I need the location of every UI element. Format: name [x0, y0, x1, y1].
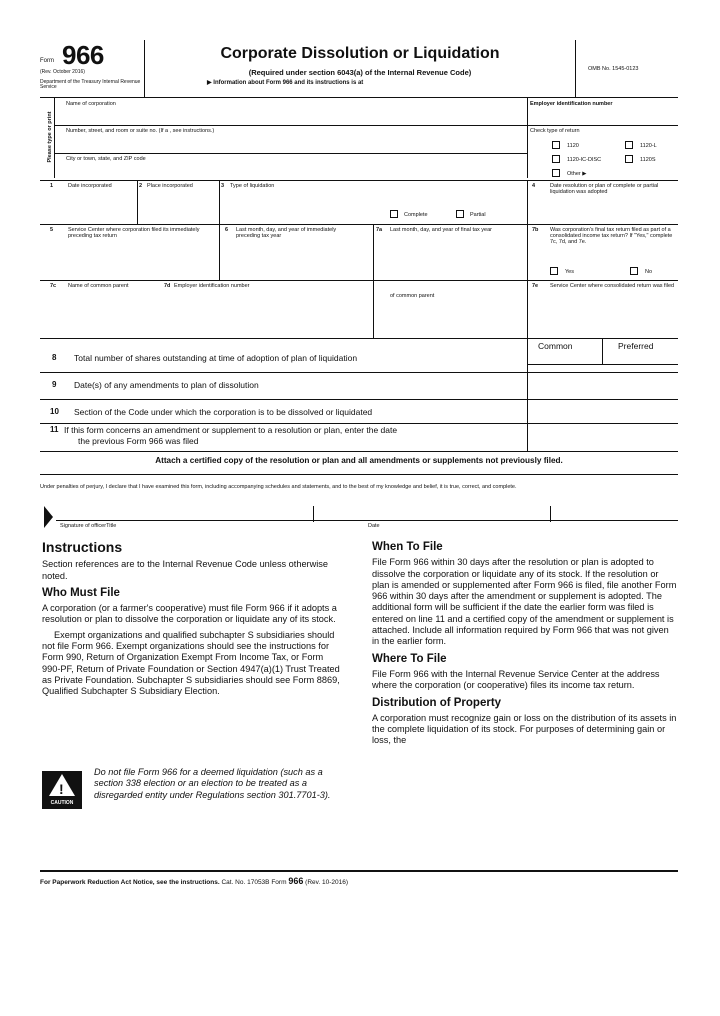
- no-label: No: [645, 269, 653, 275]
- return-type-other: Other ▶: [567, 171, 587, 177]
- line-4-number: 4: [532, 183, 536, 189]
- line-6-label: Last month, day, and year of immediately preceding tax year: [236, 227, 337, 239]
- place-incorporated-field[interactable]: [139, 190, 217, 222]
- line-5-number: 5: [50, 227, 54, 233]
- line-5-label: Service Center where corporation filed its immediately preceding tax return: [68, 227, 200, 239]
- instructions-intro: Section references are to the Internal Revenue Code unless otherwise noted.: [42, 559, 329, 581]
- checkbox-partial[interactable]: [456, 210, 464, 218]
- who-must-file-p2: Exempt organizations and qualified subchapter S subsidiaries should not file Form 966. Exempt organizations should see the instructions for Form 990, Return of Organization Exempt From Income Tax, or Form 990-PF, Return of Private Foundation or Section 4947(a)(1) Trust Treated as Private Foundation. Subchapter S subsidiaries should see Form 8869, Qualified Subchapter S Subsidiary Election.: [42, 629, 340, 697]
- title-field[interactable]: [314, 506, 364, 520]
- caution-icon: ! CAUTION: [42, 771, 82, 809]
- line-1-label: Date incorporated: [68, 183, 112, 189]
- line-11-label-b: the previous Form 966 was filed: [78, 436, 199, 446]
- form-revision: (Rev. October 2016): [40, 69, 85, 75]
- line-3-number: 3: [221, 183, 225, 189]
- instructions-heading: Instructions: [42, 539, 123, 555]
- line-3-label: Type of liquidation: [230, 183, 275, 189]
- checkbox-1120-l[interactable]: [625, 141, 633, 149]
- caution-text: Do not file Form 966 for a deemed liquidation (such as a section 338 election or an election to be treated as a disregarded entity under Regulations section 301.7701-3).: [94, 767, 331, 800]
- line-11-number: 11: [50, 425, 59, 434]
- who-must-file-p1: A corporation (or a farmer's cooperative) must file Form 966 if it adopts a resolution or plan to dissolve the corporation or liquidate any of its stock.: [42, 603, 337, 625]
- common-parent-name-field[interactable]: [62, 291, 370, 336]
- line-2-label: Place incorporated: [147, 183, 193, 189]
- line-7c-label: Name of common parent: [68, 283, 129, 289]
- line-7c-number: 7c: [50, 283, 57, 289]
- print-type-label: Please type or print: [47, 111, 53, 163]
- attach-instruction: Attach a certified copy of the resolution or plan and all amendments or supplements not previously filed.: [155, 456, 563, 465]
- check-type-label: Check type of return: [530, 128, 580, 134]
- line-2-number: 2: [139, 183, 143, 189]
- checkbox-1120s[interactable]: [625, 155, 633, 163]
- line-7e-number: 7e: [532, 283, 539, 289]
- signature-label: Signature of officerTitle: [60, 523, 117, 529]
- code-section-field[interactable]: [529, 400, 676, 422]
- perjury-statement: Under penalties of perjury, I declare that I have examined this form, including accompanying schedules and statements, and to the best of my knowledge and belief, it is true, correct, and complete.: [40, 484, 517, 490]
- distribution-text: A corporation must recognize gain or loss on the distribution of its assets in the complete liquidation of its stock. For purposes of determining gain or loss, the: [372, 712, 677, 746]
- where-to-file-heading: Where To File: [372, 652, 447, 665]
- complete-label: Complete: [404, 212, 428, 218]
- amendment-dates-field[interactable]: [529, 373, 676, 397]
- line-6-number: 6: [225, 227, 229, 233]
- line-10-label: Section of the Code under which the corporation is to be dissolved or liquidated: [74, 407, 373, 417]
- checkbox-other[interactable]: [552, 169, 560, 177]
- preferred-header: Preferred: [618, 341, 654, 351]
- name-field[interactable]: [56, 108, 526, 124]
- consolidated-service-center-field[interactable]: [530, 298, 676, 336]
- return-type-1120-l: 1120-L: [640, 143, 657, 149]
- form-info: ▶ Information about Form 966 and its instructions is at: [207, 80, 364, 86]
- return-type-1120s: 1120S: [640, 157, 656, 163]
- line-7e-label: Service Center where consolidated return was filed: [550, 283, 675, 289]
- form-title: Corporate Dissolution or Liquidation: [220, 45, 500, 62]
- line-9-label: Date(s) of any amendments to plan of dissolution: [74, 380, 259, 390]
- line-7a-number: 7a: [376, 227, 383, 233]
- title-label: Title: [106, 523, 117, 529]
- final-tax-year-field[interactable]: [375, 243, 525, 278]
- line-1-number: 1: [50, 183, 54, 189]
- line-8-number: 8: [52, 353, 57, 362]
- preceding-tax-year-field[interactable]: [221, 243, 371, 278]
- footer-revision: (Rev. 10-2016): [305, 879, 349, 886]
- form-footer: [40, 876, 348, 886]
- when-to-file-heading: When To File: [372, 541, 443, 553]
- date-label: Date: [368, 523, 380, 529]
- omb-number: OMB No. 1545-0123: [588, 66, 639, 72]
- checkbox-yes[interactable]: [550, 267, 558, 275]
- line-8-label: Total number of shares outstanding at time of adoption of plan of liquidation: [74, 353, 358, 363]
- date-incorporated-field[interactable]: [62, 190, 136, 222]
- partial-label: Partial: [470, 212, 486, 218]
- name-label: Name of corporation: [66, 101, 116, 107]
- when-to-file-text: File Form 966 within 30 days after the resolution or plan is adopted to dissolve the corporation or liquidate any of its stock. If the resolution or plan is amended or supplemented after Form 966 is filed, file another Form 966 within 30 days after the amendment or supplement is adopted. The additional form will be sufficient if the date the earlier form was filed is entered on line 11 and a certified copy of the amendment or supplement is attached. Include all information required by Form 966 that was not given in the earlier form.: [372, 557, 677, 647]
- line-7d-label-b: of common parent: [390, 293, 435, 299]
- line-7b-label: Was corporation's final tax return filed as part of a consolidated income tax return? If "Yes," complete 7c, 7d, and 7e.: [550, 227, 673, 245]
- instructions-right-column: [372, 542, 678, 751]
- return-type-1120: 1120: [567, 143, 579, 149]
- checkbox-1120[interactable]: [552, 141, 560, 149]
- date-plan-adopted-field[interactable]: [530, 198, 676, 222]
- footer-form-word: Form: [271, 879, 287, 886]
- catalog-number: Cat. No. 17053B: [221, 879, 270, 886]
- date-field[interactable]: [366, 506, 546, 520]
- checkbox-1120-ic-disc[interactable]: [552, 155, 560, 163]
- where-to-file-text: File Form 966 with the Internal Revenue Service Center at the address where the corporation (or cooperative) files its income tax return.: [372, 668, 660, 691]
- previous-form-date-field[interactable]: [529, 424, 676, 449]
- sign-here-arrow-icon: [44, 506, 53, 528]
- line-7a-label: Last month, day, and year of final tax year: [390, 227, 493, 233]
- form-word: Form: [40, 58, 54, 64]
- address-field[interactable]: [56, 135, 526, 153]
- line-10-number: 10: [50, 407, 59, 416]
- form-body: [40, 98, 678, 618]
- address-label: Number, street, and room or suite no. (If a , see instructions.): [66, 128, 215, 134]
- department: Department of the Treasury Internal Revenue Service: [40, 79, 141, 90]
- line-7b-number: 7b: [532, 227, 539, 233]
- line-9-number: 9: [52, 380, 57, 389]
- footer-form-number: 966: [288, 876, 304, 886]
- service-center-field[interactable]: [62, 243, 218, 278]
- city-label: City or town, state, and ZIP code: [66, 156, 146, 162]
- form-number: 966: [62, 40, 104, 70]
- form-header: [40, 40, 678, 98]
- signature-field[interactable]: [60, 506, 312, 520]
- form-id-block: [40, 40, 145, 98]
- return-type-1120-ic-disc: 1120-IC-DISC: [567, 157, 602, 163]
- title-block: [145, 40, 575, 98]
- line-4-label: Date resolution or plan of complete or partial liquidation was adopted: [550, 183, 659, 195]
- instructions-left-column: [42, 539, 340, 702]
- shares-outstanding-field[interactable]: [529, 339, 676, 363]
- line-7d-label: Employer identification number: [174, 283, 250, 289]
- who-must-file-heading: Who Must File: [42, 586, 120, 599]
- form-subtitle: (Required under section 6043(a) of the Internal Revenue Code): [248, 68, 472, 77]
- ein-field[interactable]: [530, 108, 676, 124]
- yes-label: Yes: [565, 269, 574, 275]
- line-11-label: If this form concerns an amendment or supplement to a resolution or plan, enter the date: [64, 425, 398, 435]
- common-parent-ein-field[interactable]: [375, 301, 525, 336]
- line-7d-number: 7d: [164, 283, 171, 289]
- ein-label: Employer identification number: [530, 101, 613, 107]
- omb-block: [575, 40, 678, 98]
- city-field[interactable]: [56, 162, 526, 177]
- paperwork-notice: For Paperwork Reduction Act Notice, see the instructions.: [40, 879, 220, 886]
- checkbox-no[interactable]: [630, 267, 638, 275]
- checkbox-complete[interactable]: [390, 210, 398, 218]
- distribution-heading: Distribution of Property: [372, 696, 502, 709]
- common-header: Common: [538, 341, 573, 351]
